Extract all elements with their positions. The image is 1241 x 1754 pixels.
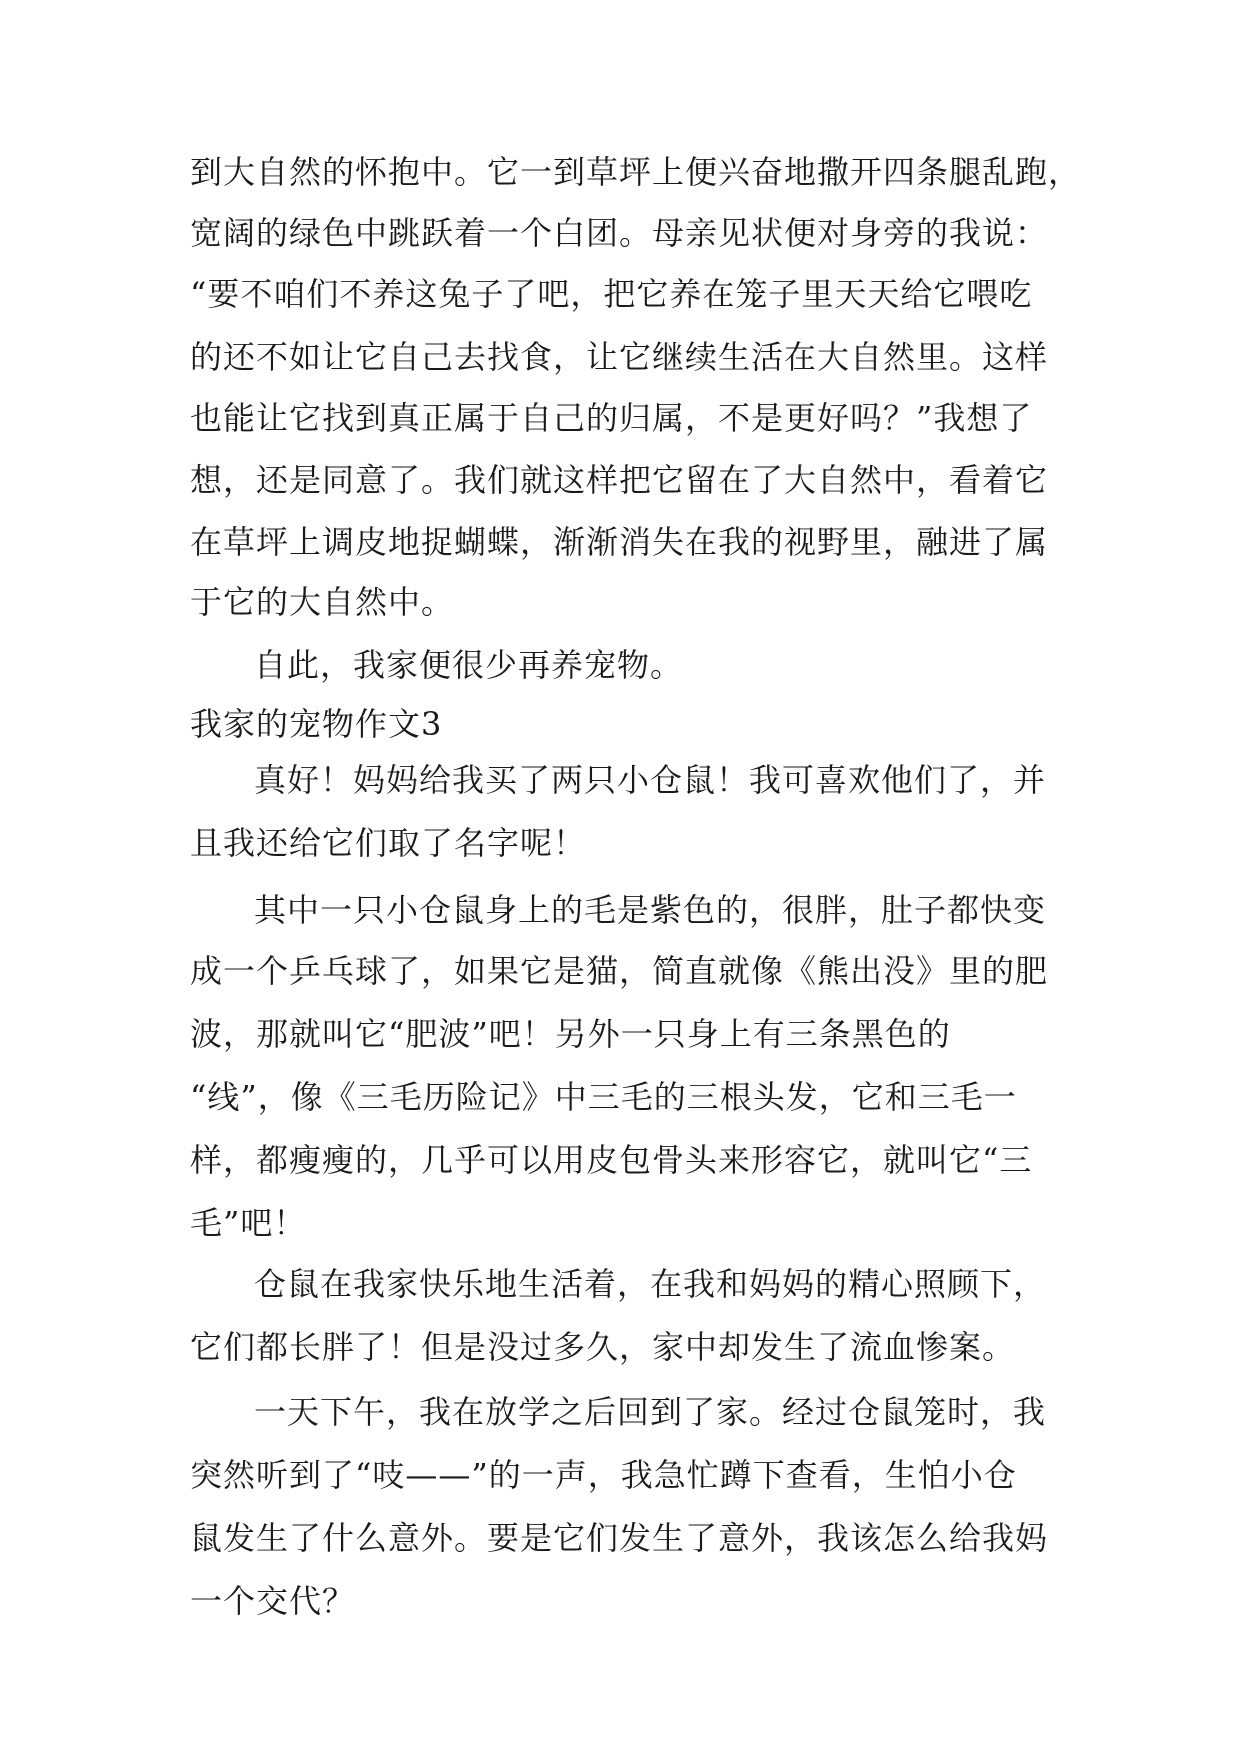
paragraph-line: 其中一只小仓鼠身上的毛是紫色的，很胖，肚子都快变 xyxy=(254,891,1047,929)
text-line: 且我还给它们取了名字呢！ xyxy=(190,824,587,862)
text-line: 宽阔的绿色中跳跃着一个白团。母亲见状便对身旁的我说： xyxy=(190,214,1049,252)
text-line: 的还不如让它自己去找食，让它继续生活在大自然里。这样 xyxy=(190,338,1049,376)
text-line: 到大自然的怀抱中。它一到草坪上便兴奋地撒开四条腿乱跑， xyxy=(190,153,1082,191)
text-line: “线”，像《三毛历险记》中三毛的三根头发，它和三毛一 xyxy=(190,1078,1017,1116)
paragraph-line: 自此，我家便很少再养宠物。 xyxy=(254,646,684,684)
paragraph-line: 一天下午，我在放学之后回到了家。经过仓鼠笼时，我 xyxy=(254,1393,1047,1431)
paragraph-line: 真好！妈妈给我买了两只小仓鼠！我可喜欢他们了，并 xyxy=(254,761,1047,799)
text-line: 成一个乒乓球了，如果它是猫，简直就像《熊出没》里的肥 xyxy=(190,952,1049,990)
text-line: 在草坪上调皮地捉蝴蝶，渐渐消失在我的视野里，融进了属 xyxy=(190,523,1049,561)
text-line: 样，都瘦瘦的，几乎可以用皮包骨头来形容它，就叫它“三 xyxy=(190,1141,1033,1179)
text-line: 突然听到了“吱——”的一声，我急忙蹲下查看，生怕小仓 xyxy=(190,1456,1017,1494)
text-line: 也能让它找到真正属于自己的归属，不是更好吗？”我想了 xyxy=(190,399,1033,437)
text-line: 鼠发生了什么意外。要是它们发生了意外，我该怎么给我妈 xyxy=(190,1519,1049,1557)
section-heading: 我家的宠物作文3 xyxy=(190,705,443,743)
paragraph-line: 仓鼠在我家快乐地生活着，在我和妈妈的精心照顾下， xyxy=(254,1265,1047,1303)
text-line: 毛”吧！ xyxy=(190,1204,307,1242)
text-line: 它们都长胖了！但是没过多久，家中却发生了流血惨案。 xyxy=(190,1328,1016,1366)
text-line: 波，那就叫它“肥波”吧！另外一只身上有三条黑色的 xyxy=(190,1015,951,1053)
text-line: 于它的大自然中。 xyxy=(190,583,455,621)
text-line: “要不咱们不养这兔子了吧，把它养在笼子里天天给它喂吃 xyxy=(190,275,1033,313)
text-line: 一个交代？ xyxy=(190,1582,356,1620)
text-line: 想，还是同意了。我们就这样把它留在了大自然中，看着它 xyxy=(190,461,1049,499)
